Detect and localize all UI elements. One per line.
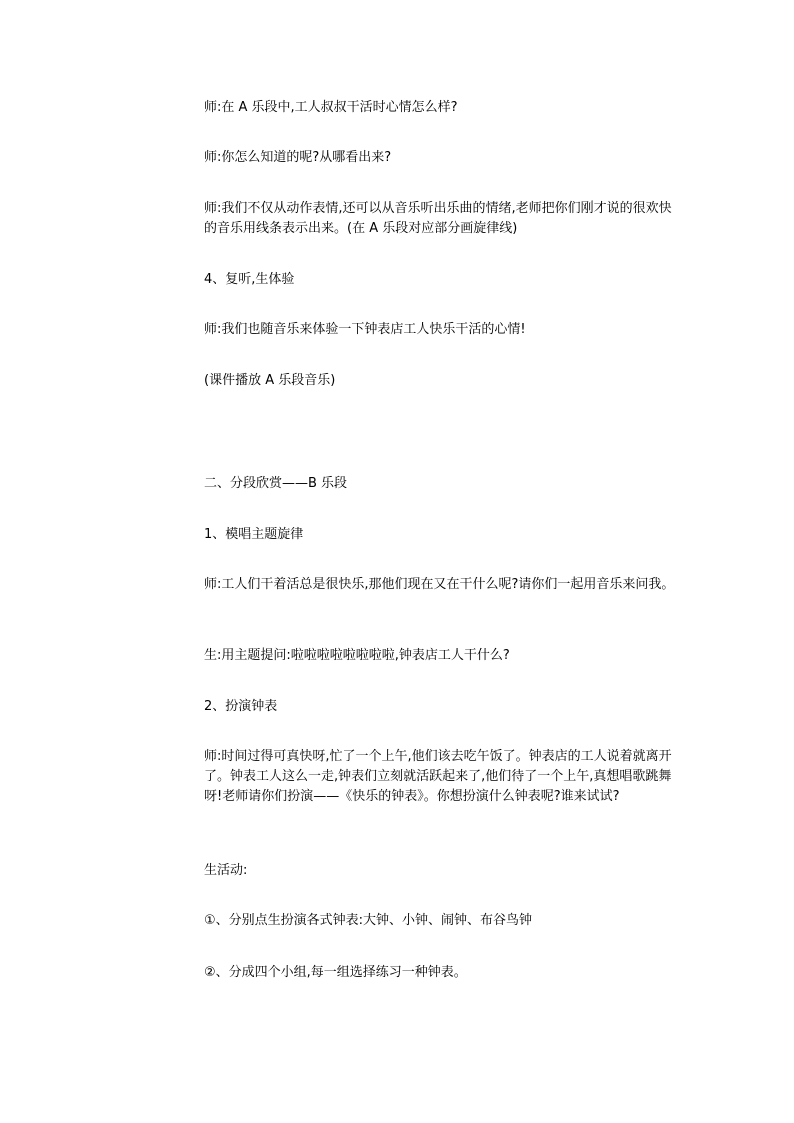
list-item-assign-clock-roles: ①、分别点生扮演各式钟表:大钟、小钟、闹钟、布谷鸟钟 <box>204 913 533 928</box>
paragraph-teacher-how-do-you-know: 师:你怎么知道的呢?从哪看出来? <box>204 150 392 165</box>
paragraph-teacher-question-a-section-mood: 师:在 A 乐段中,工人叔叔干活时心情怎么样? <box>204 100 458 115</box>
paragraph-teacher-lunch-time-story: 师:时间过得可真快呀,忙了一个上午,他们该去吃午饭了。钟表店的工人说着就离开了。钟表工人这么一走,钟表们立刻就活跃起来了,他们待了一个上午,真想唱歌跳舞呀!老师请你们扮演——《快乐的钟表》。你想扮演什么钟表呢?谁来试试? <box>204 749 672 804</box>
paragraph-student-activity: 生活动: <box>204 863 248 878</box>
heading-section-b-appreciation: 二、分段欣赏——B 乐段 <box>204 476 348 491</box>
heading-step-1-hum-theme: 1、模唱主题旋律 <box>204 527 304 542</box>
paragraph-teacher-workers-happy: 师:工人们干着活总是很快乐,那他们现在又在干什么呢?请你们一起用音乐来问我。 <box>204 577 675 592</box>
list-item-four-groups: ②、分成四个小组,每一组选择练习一种钟表。 <box>204 965 467 980</box>
paragraph-teacher-experience-mood: 师:我们也随音乐来体验一下钟表店工人快乐干活的心情! <box>204 322 526 337</box>
paragraph-play-a-section-music: (课件播放 A 乐段音乐) <box>204 373 336 388</box>
paragraph-student-theme-question: 生:用主题提问:啦啦啦啦啦啦啦啦,钟表店工人干什么? <box>204 648 510 663</box>
heading-step-2-play-clocks: 2、扮演钟表 <box>204 699 278 714</box>
paragraph-teacher-melody-line: 师:我们不仅从动作表情,还可以从音乐听出乐曲的情绪,老师把你们刚才说的很欢快的音乐用线条表示出来。(在 A 乐段对应部分画旋律线) <box>204 201 672 236</box>
heading-step-4-listen-again: 4、复听,生体验 <box>204 272 295 287</box>
